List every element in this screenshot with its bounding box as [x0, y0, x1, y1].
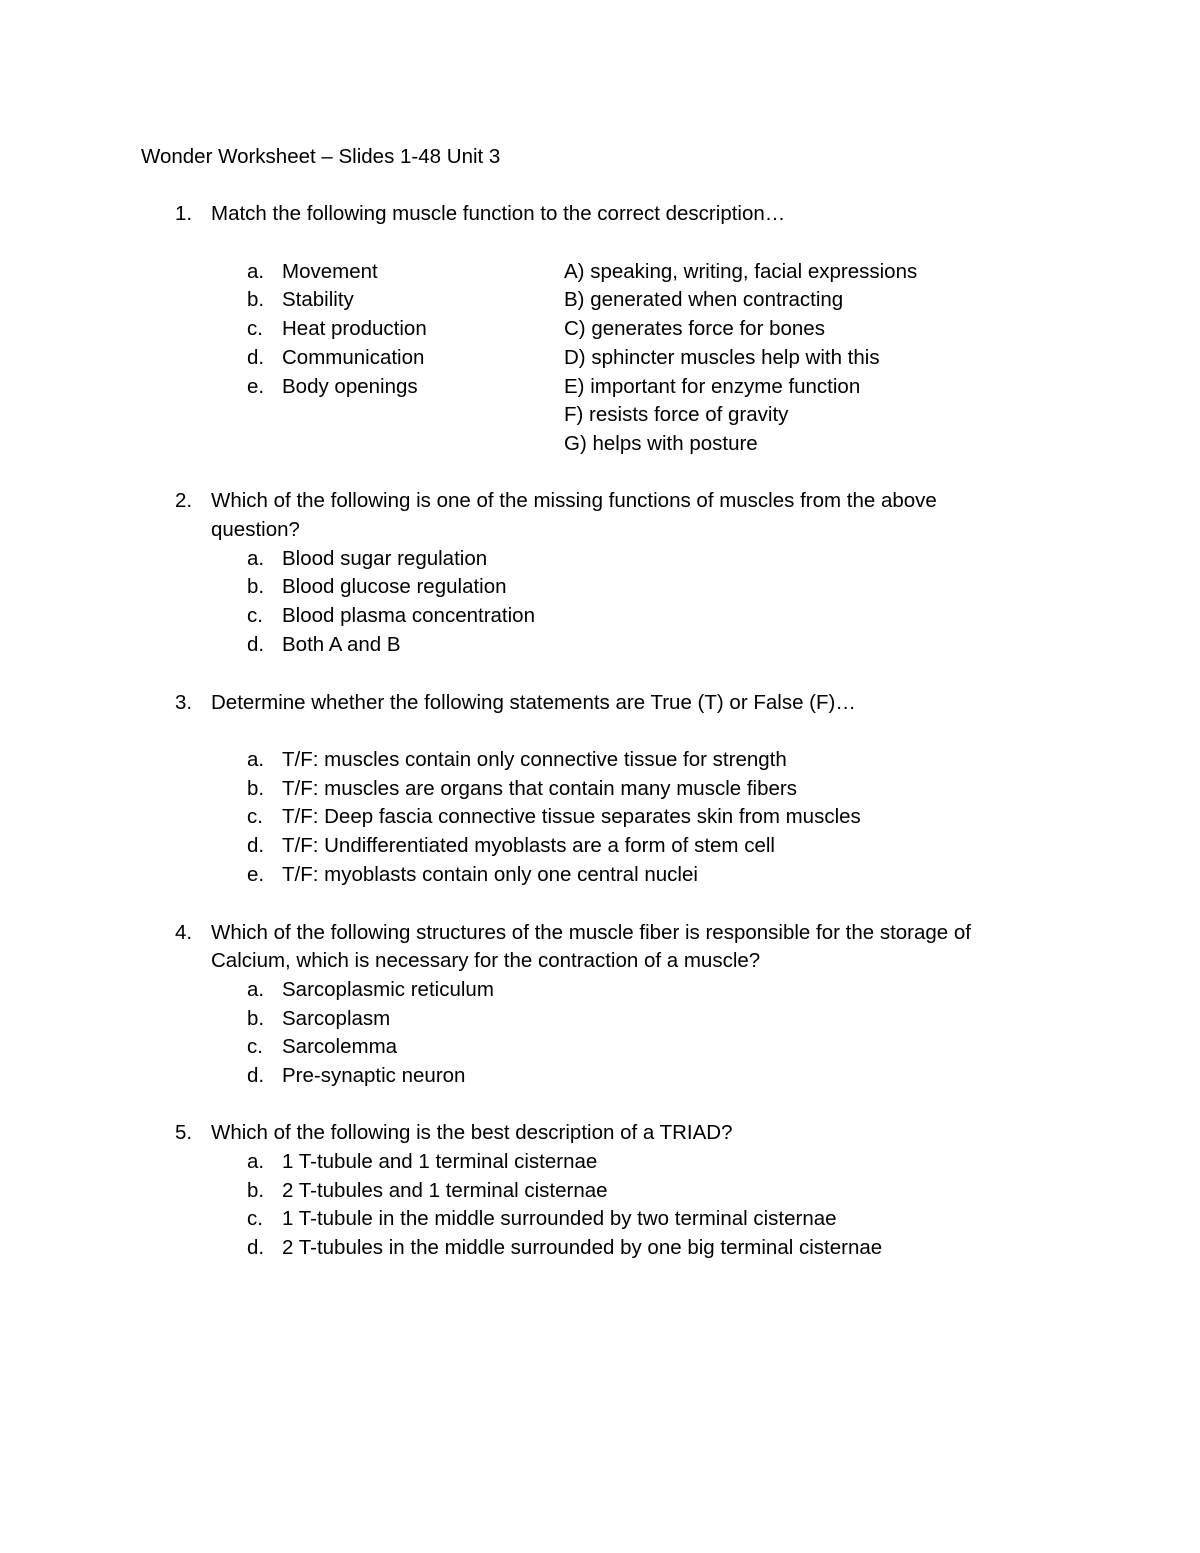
- q5-option-letter-a: a.: [247, 1150, 265, 1173]
- question-1-number: 1.: [175, 202, 193, 225]
- q1-match-f: F) resists force of gravity: [564, 403, 789, 426]
- q3-option-letter-c: c.: [247, 805, 263, 828]
- q2-option-letter-b: b.: [247, 575, 265, 598]
- q5-option-letter-d: d.: [247, 1236, 265, 1259]
- q1-left-letter-a: a.: [247, 260, 265, 283]
- question-2-text-line1: Which of the following is one of the missing functions of muscles from the above: [211, 489, 937, 512]
- q3-option-d: T/F: Undifferentiated myoblasts are a form of stem cell: [282, 834, 775, 857]
- q4-option-b: Sarcoplasm: [282, 1007, 391, 1030]
- q1-left-item-c: Heat production: [282, 317, 427, 340]
- q5-option-b: 2 T-tubules and 1 terminal cisternae: [282, 1179, 608, 1202]
- q1-left-letter-e: e.: [247, 375, 265, 398]
- q2-option-c: Blood plasma concentration: [282, 604, 535, 627]
- q2-option-d: Both A and B: [282, 633, 401, 656]
- q4-option-letter-a: a.: [247, 978, 265, 1001]
- q4-option-letter-d: d.: [247, 1064, 265, 1087]
- q4-option-letter-c: c.: [247, 1035, 263, 1058]
- q3-option-letter-b: b.: [247, 777, 265, 800]
- q3-option-b: T/F: muscles are organs that contain many muscle fibers: [282, 777, 797, 800]
- q3-option-e: T/F: myoblasts contain only one central nuclei: [282, 863, 698, 886]
- q5-option-c: 1 T-tubule in the middle surrounded by two terminal cisternae: [282, 1207, 837, 1230]
- q3-option-letter-d: d.: [247, 834, 265, 857]
- q1-left-item-d: Communication: [282, 346, 425, 369]
- q3-option-a: T/F: muscles contain only connective tissue for strength: [282, 748, 787, 771]
- q2-option-b: Blood glucose regulation: [282, 575, 507, 598]
- q1-match-g: G) helps with posture: [564, 432, 758, 455]
- q3-option-c: T/F: Deep fascia connective tissue separates skin from muscles: [282, 805, 861, 828]
- q1-match-c: C) generates force for bones: [564, 317, 825, 340]
- question-4-number: 4.: [175, 921, 193, 944]
- q3-option-letter-a: a.: [247, 748, 265, 771]
- q4-option-a: Sarcoplasmic reticulum: [282, 978, 494, 1001]
- q1-left-letter-d: d.: [247, 346, 265, 369]
- question-2-text-line2: question?: [211, 518, 300, 541]
- page-title: Wonder Worksheet – Slides 1-48 Unit 3: [141, 145, 501, 168]
- q1-left-letter-c: c.: [247, 317, 263, 340]
- q1-match-a: A) speaking, writing, facial expressions: [564, 260, 918, 283]
- q4-option-c: Sarcolemma: [282, 1035, 398, 1058]
- q1-match-d: D) sphincter muscles help with this: [564, 346, 880, 369]
- q4-option-letter-b: b.: [247, 1007, 265, 1030]
- q1-left-item-a: Movement: [282, 260, 378, 283]
- q1-left-item-b: Stability: [282, 288, 354, 311]
- q5-option-letter-b: b.: [247, 1179, 265, 1202]
- q1-match-b: B) generated when contracting: [564, 288, 844, 311]
- question-4-text-line1: Which of the following structures of the muscle fiber is responsible for the storage of: [211, 921, 972, 944]
- q3-option-letter-e: e.: [247, 863, 265, 886]
- q1-left-letter-b: b.: [247, 288, 265, 311]
- question-5-text: Which of the following is the best description of a TRIAD?: [211, 1121, 733, 1144]
- q2-option-a: Blood sugar regulation: [282, 547, 488, 570]
- q1-left-item-e: Body openings: [282, 375, 418, 398]
- question-1-text: Match the following muscle function to the correct description…: [211, 202, 786, 225]
- q1-match-e: E) important for enzyme function: [564, 375, 861, 398]
- question-3-number: 3.: [175, 691, 193, 714]
- question-3-text: Determine whether the following statements are True (T) or False (F)…: [211, 691, 856, 714]
- q5-option-d: 2 T-tubules in the middle surrounded by one big terminal cisternae: [282, 1236, 883, 1259]
- q5-option-letter-c: c.: [247, 1207, 263, 1230]
- question-2-number: 2.: [175, 489, 193, 512]
- q2-option-letter-a: a.: [247, 547, 265, 570]
- question-4-text-line2: Calcium, which is necessary for the contraction of a muscle?: [211, 949, 761, 972]
- q2-option-letter-d: d.: [247, 633, 265, 656]
- question-5-number: 5.: [175, 1121, 193, 1144]
- q2-option-letter-c: c.: [247, 604, 263, 627]
- q4-option-d: Pre-synaptic neuron: [282, 1064, 466, 1087]
- q5-option-a: 1 T-tubule and 1 terminal cisternae: [282, 1150, 598, 1173]
